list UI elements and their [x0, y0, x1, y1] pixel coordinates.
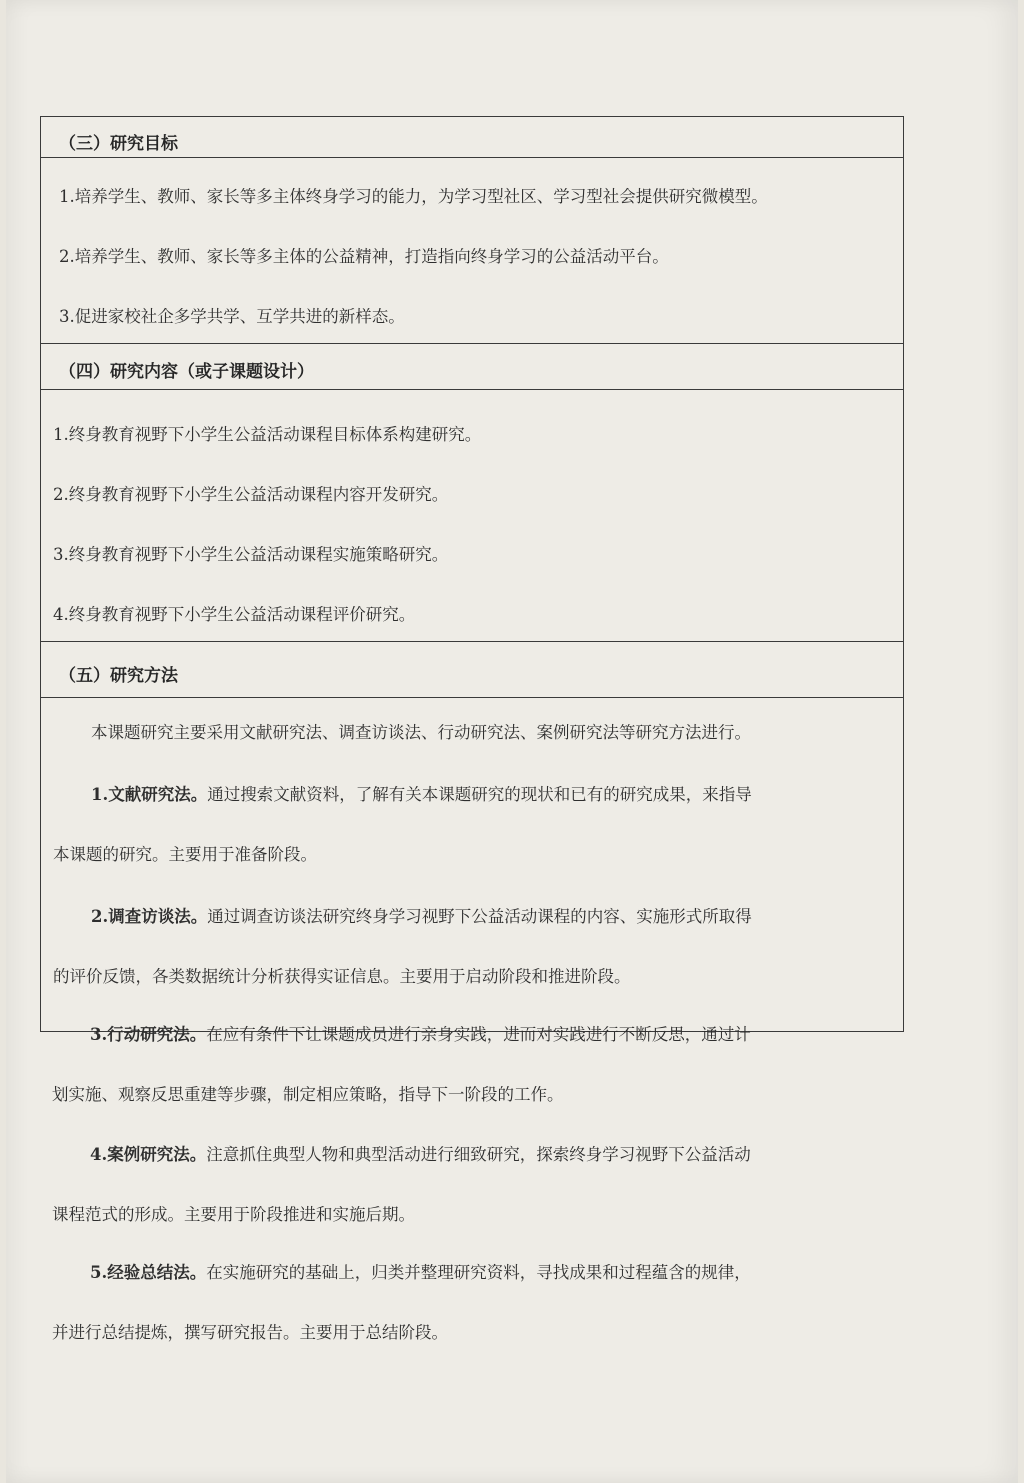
method-name: 4.案例研究法。: [90, 1145, 207, 1164]
method-line: 4.案例研究法。注意抓住典型人物和典型活动进行细致研究，探索终身学习视野下公益活动: [90, 1145, 751, 1164]
divider: [41, 641, 903, 642]
method-line: 课程范式的形成。主要用于阶段推进和实施后期。: [52, 1205, 415, 1224]
method-line: 的评价反馈，各类数据统计分析获得实证信息。主要用于启动阶段和推进阶段。: [53, 967, 631, 986]
divider: [41, 697, 903, 698]
method-line: 3.行动研究法。在应有条件下让课题成员进行亲身实践，进而对实践进行不断反思，通过计: [90, 1025, 751, 1044]
method-name: 2.调查访谈法。: [91, 907, 208, 926]
section-title-content: （四）研究内容（或子课题设计）: [59, 362, 314, 382]
section-title-goals: （三）研究目标: [59, 134, 178, 154]
method-name: 3.行动研究法。: [90, 1025, 207, 1044]
method-line: 5.经验总结法。在实施研究的基础上，归类并整理研究资料，寻找成果和过程蕴含的规律，: [90, 1263, 751, 1282]
method-line: 并进行总结提炼，撰写研究报告。主要用于总结阶段。: [52, 1323, 448, 1342]
content-item: 1.终身教育视野下小学生公益活动课程目标体系构建研究。: [53, 425, 482, 444]
divider: [41, 343, 903, 344]
method-name: 1.文献研究法。: [91, 785, 208, 804]
scanned-page: [6, 0, 1018, 1483]
goal-item: 2.培养学生、教师、家长等多主体的公益精神，打造指向终身学习的公益活动平台。: [59, 247, 669, 266]
method-line: 2.调查访谈法。通过调查访谈法研究终身学习视野下公益活动课程的内容、实施形式所取得: [91, 907, 752, 926]
content-item: 3.终身教育视野下小学生公益活动课程实施策略研究。: [53, 545, 449, 564]
section-title-methods: （五）研究方法: [59, 666, 178, 686]
divider: [41, 157, 903, 158]
methods-intro: 本课题研究主要采用文献研究法、调查访谈法、行动研究法、案例研究法等研究方法进行。: [91, 723, 751, 742]
divider: [41, 389, 903, 390]
method-line: 1.文献研究法。通过搜索文献资料，了解有关本课题研究的现状和已有的研究成果，来指导: [91, 785, 752, 804]
method-line: 本课题的研究。主要用于准备阶段。: [53, 845, 317, 864]
goal-item: 3.促进家校社企多学共学、互学共进的新样态。: [59, 307, 405, 326]
content-item: 2.终身教育视野下小学生公益活动课程内容开发研究。: [53, 485, 449, 504]
method-line: 划实施、观察反思重建等步骤，制定相应策略，指导下一阶段的工作。: [52, 1085, 564, 1104]
method-name: 5.经验总结法。: [90, 1263, 207, 1282]
research-table: [40, 116, 904, 1032]
content-item: 4.终身教育视野下小学生公益活动课程评价研究。: [53, 605, 416, 624]
goal-item: 1.培养学生、教师、家长等多主体终身学习的能力，为学习型社区、学习型社会提供研究微模型。: [59, 187, 768, 206]
